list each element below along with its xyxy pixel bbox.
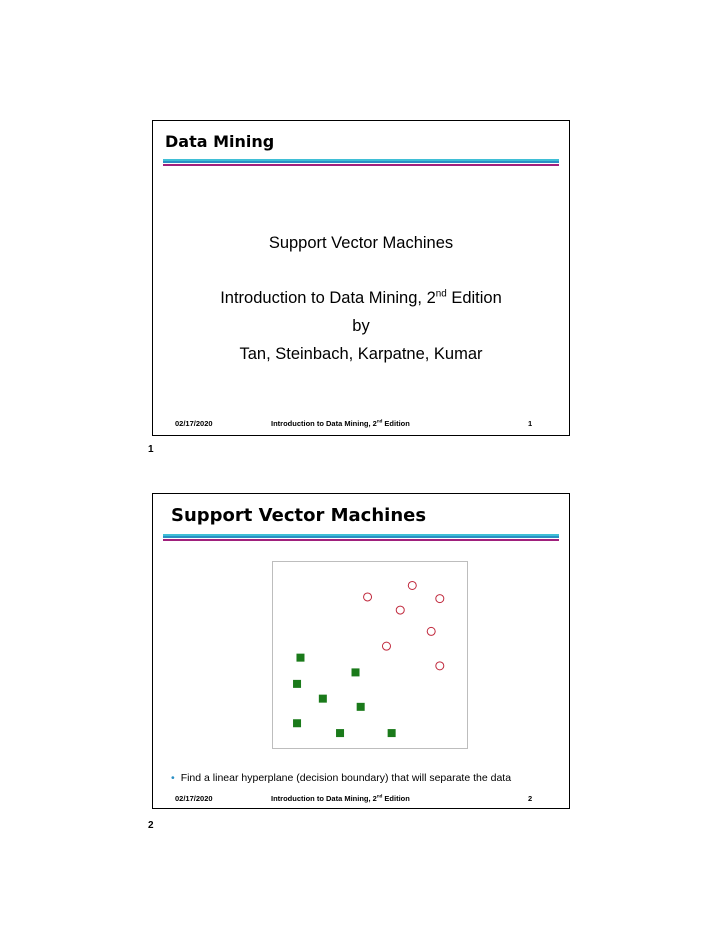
square-point [357,703,365,711]
bullet-text: Find a linear hyperplane (decision boundary) that will separate the data [180,772,512,784]
square-point [293,719,301,727]
scatter-plot-svg [273,562,469,750]
footer-page-number: 2 [528,794,533,803]
book-title-line: Introduction to Data Mining, 2nd Edition [220,288,502,307]
title-underline-bar [163,159,559,166]
slide-2 [152,493,570,809]
page-label-2: 2 [148,820,154,831]
by-line: by [352,317,370,335]
circle-point [396,606,404,614]
circle-point [382,642,390,650]
scatter-plot [272,561,468,749]
footer-page-number: 1 [528,419,533,428]
circle-point [436,595,444,603]
bullet-icon: • [171,772,175,784]
slide-1 [152,120,570,436]
square-point [388,729,396,737]
square-point [336,729,344,737]
square-point [352,668,360,676]
title-underline-bar [163,534,559,541]
footer-title: Introduction to Data Mining, 2nd Edition [271,418,410,428]
bullet-item [171,772,511,784]
footer-date: 02/17/2020 [175,794,213,803]
page-label-1: 1 [148,444,154,455]
slide-title: Support Vector Machines [171,505,427,526]
circle-point [427,627,435,635]
footer-title: Introduction to Data Mining, 2nd Edition [271,793,410,803]
square-point [319,695,327,703]
circle-point [436,662,444,670]
footer-date: 02/17/2020 [175,419,213,428]
square-point [296,654,304,662]
slide-title: Data Mining [165,132,275,151]
authors-line: Tan, Steinbach, Karpatne, Kumar [239,345,483,363]
circle-point [408,581,416,589]
square-point [293,680,301,688]
subject-line: Support Vector Machines [268,234,454,252]
circle-point [364,593,372,601]
